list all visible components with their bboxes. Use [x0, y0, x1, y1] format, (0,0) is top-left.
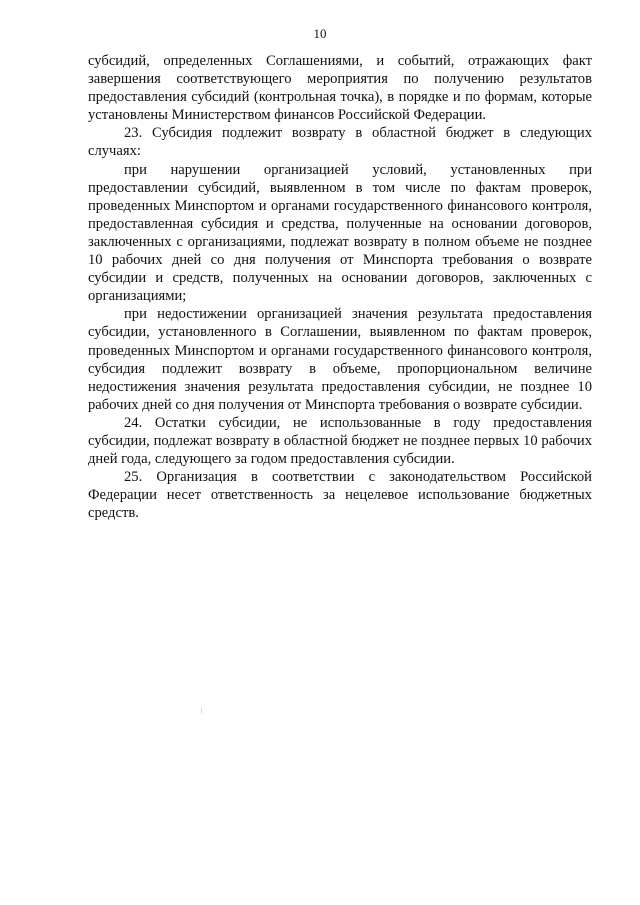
paragraph-clause-24: 24. Остатки субсидии, не использованные в году предоставления субсидии, подлежат возврату в областной бюджет не позднее первых 10 рабочих дней года, следующего за годом предоставления субсидии.	[88, 414, 592, 468]
page-number: 10	[313, 26, 327, 41]
paragraph-clause-23-case-underachievement: при недостижении организацией значения результата предоставления субсидии, установленного в Соглашении, выявленном по фактам проверок, проведенных Минспортом и органами государственного финансового контроля, субсидия подлежит возврату в объеме, пропорциональном величине недостижения значения результата предоставления субсидии, не позднее 10 рабочих дней со дня получения от Минспорта требования о возврате субсидии.	[88, 306, 592, 413]
paragraph-clause-25: 25. Организация в соответствии с законодательством Российской Федерации несет ответственность за нецелевое использование бюджетных средств.	[88, 469, 592, 522]
scan-artifact	[201, 708, 202, 713]
paragraph-clause-23: 23. Субсидия подлежит возврату в областной бюджет в следующих случаях:	[88, 125, 592, 160]
document-body	[88, 52, 592, 522]
paragraph-continuation: субсидий, определенных Соглашениями, и событий, отражающих факт завершения соответствующего мероприятия по получению результатов предоставления субсидий (контрольная точка), в порядке и по формам, которые установлены Министерством финансов Российской Федерации.	[88, 53, 592, 124]
paragraph-clause-23-case-violation: при нарушении организацией условий, установленных при предоставлении субсидий, выявленном в том числе по фактам проверок, проведенных Минспортом и органами государственного финансового контроля, предоставленная субсидия и средства, полученные на основании договоров, заключенных с организациями, подлежат возврату в полном объеме не позднее 10 рабочих дней со дня получения от Минспорта требования о возврате субсидии и средств, полученных на основании договоров, заключенных с организациями;	[88, 161, 592, 305]
